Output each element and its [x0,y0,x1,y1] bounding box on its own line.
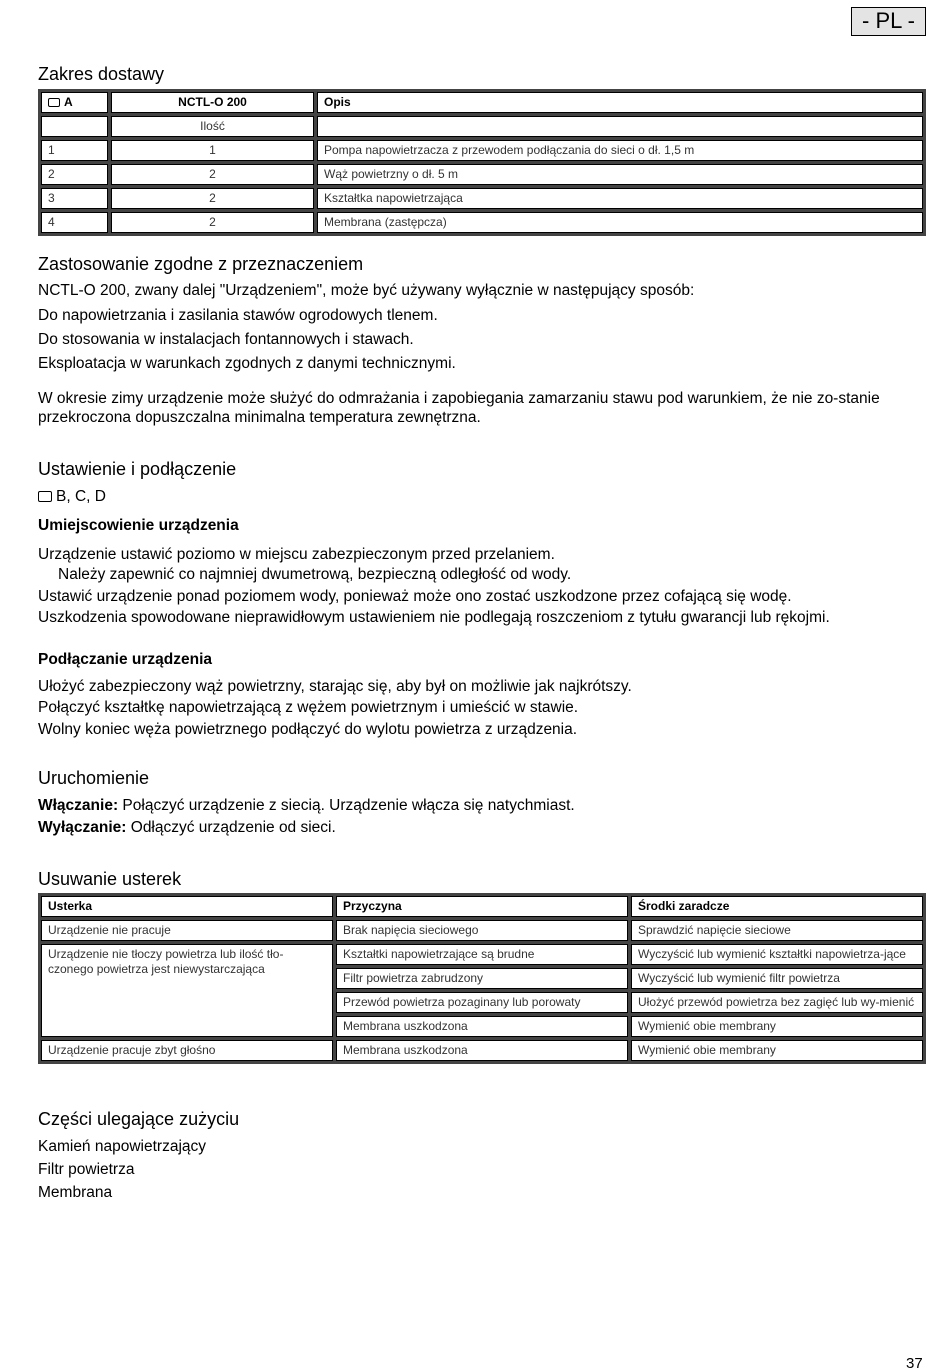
delivery-subhead-empty [317,116,923,137]
intended-use-line: Eksploatacja w warunkach zgodnych z danymi technicznymi. [38,355,456,372]
wear-parts-title: Części ulegające zużyciu [38,1109,240,1129]
winter-note: W okresie zimy urządzenie może służyć do odmrażania i zapobiegania zamarzaniu stawu pod warunkiem, że nie zo-stanie przekroczona dopuszczalna minimalna temperatura zewnętrzna. [38,390,880,426]
table-row [41,1040,923,1061]
page-number: 37 [906,1355,923,1372]
language-badge: - PL - [851,7,926,36]
delivery-head-pos: A [41,92,108,113]
placement-title: Umiejscowienie urządzenia [38,517,239,534]
startup-off-text: Odłączyć urządzenie od sieci. [126,819,336,836]
trouble-remedy: Wymienić obie membrany [631,1040,923,1061]
table-row [41,188,923,209]
trouble-cause: Membrana uszkodzona [336,1040,628,1061]
wear-part-item: Kamień napowietrzający [38,1138,207,1155]
wear-part-item: Filtr powietrza [38,1161,135,1178]
delivery-subhead-qty: Ilość [111,116,314,137]
startup-on [38,796,575,816]
trouble-remedy: Wyczyścić lub wymienić kształtki napowietrza-jące [631,944,923,965]
trouble-remedy: Wyczyścić lub wymienić filtr powietrza [631,968,923,989]
table-row [41,920,923,941]
trouble-fault: Urządzenie pracuje zbyt głośno [41,1040,333,1061]
placement-line: Uszkodzenia spowodowane nieprawidłowym ustawieniem nie podlegają roszczeniom z tytułu gwarancji lub rękojmi. [38,609,830,626]
delivery-desc: Pompa napowietrzacza z przewodem podłączania do sieci o dł. 1,5 m [317,140,923,161]
table-row [41,212,923,233]
trouble-cause: Brak napięcia sieciowego [336,920,628,941]
delivery-pos: 2 [41,164,108,185]
delivery-subhead-empty [41,116,108,137]
delivery-pos: 3 [41,188,108,209]
trouble-head-remedy: Środki zaradcze [631,896,923,917]
delivery-qty: 1 [111,140,314,161]
delivery-head-model: NCTL-O 200 [111,92,314,113]
intended-use-line: Do napowietrzania i zasilania stawów ogrodowych tlenem. [38,307,438,324]
delivery-desc: Wąż powietrzny o dł. 5 m [317,164,923,185]
figure-reference: B, C, D [38,487,106,507]
startup-on-text: Połączyć urządzenie z siecią. Urządzenie włącza się natychmiast. [118,797,575,814]
delivery-qty: 2 [111,188,314,209]
trouble-fault: Urządzenie nie tłoczy powietrza lub ilość tło-czonego powietrza jest niewystarczająca [41,944,333,1037]
troubleshooting-table [38,893,926,1064]
connection-title: Podłączanie urządzenia [38,651,212,668]
delivery-title: Zakres dostawy [38,64,165,84]
trouble-remedy: Ułożyć przewód powietrza bez zagięć lub wy-mienić [631,992,923,1013]
placement-line: Należy zapewnić co najmniej dwumetrową, bezpieczną odległość od wody. [58,566,572,583]
connection-line: Połączyć kształtkę napowietrzającą z wężem powietrznym i umieścić w stawie. [38,699,579,716]
trouble-head-fault: Usterka [41,896,333,917]
troubleshooting-title: Usuwanie usterek [38,869,182,889]
trouble-cause: Kształtki napowietrzające są brudne [336,944,628,965]
table-subheader-row [41,116,923,137]
trouble-cause: Przewód powietrza pozaginany lub porowaty [336,992,628,1013]
startup-off-label: Wyłączanie: [38,819,127,836]
intended-use-line: NCTL-O 200, zwany dalej "Urządzeniem", może być używany wyłącznie w następujący sposób: [38,282,695,299]
delivery-qty: 2 [111,164,314,185]
table-row [41,140,923,161]
placement-line: Urządzenie ustawić poziomo w miejscu zabezpieczonym przed przelaniem. [38,546,555,563]
delivery-head-desc: Opis [317,92,923,113]
delivery-desc: Membrana (zastępcza) [317,212,923,233]
book-icon [38,491,52,502]
delivery-pos: 1 [41,140,108,161]
delivery-qty: 2 [111,212,314,233]
startup-off [38,818,336,838]
setup-title: Ustawienie i podłączenie [38,459,237,479]
trouble-cause: Membrana uszkodzona [336,1016,628,1037]
wear-part-item: Membrana [38,1184,113,1201]
trouble-cause: Filtr powietrza zabrudzony [336,968,628,989]
connection-line: Wolny koniec węża powietrznego podłączyć do wylotu powietrza z urządzenia. [38,721,578,738]
startup-on-label: Włączanie: [38,797,119,814]
trouble-remedy: Sprawdzić napięcie sieciowe [631,920,923,941]
book-icon [48,98,60,107]
table-header-row [41,92,923,113]
delivery-desc: Kształtka napowietrzająca [317,188,923,209]
trouble-fault: Urządzenie nie pracuje [41,920,333,941]
connection-line: Ułożyć zabezpieczony wąż powietrzny, starając się, aby był on możliwie jak najkrótszy. [38,678,632,695]
placement-line: Ustawić urządzenie ponad poziomem wody, ponieważ może ono zostać uszkodzone przez cofającą się wodę. [38,588,792,605]
table-header-row [41,896,923,917]
trouble-remedy: Wymienić obie membrany [631,1016,923,1037]
intended-use-line: Do stosowania w instalacjach fontannowych i stawach. [38,331,414,348]
delivery-table [38,89,926,236]
startup-title: Uruchomienie [38,768,150,788]
trouble-head-cause: Przyczyna [336,896,628,917]
table-row [41,164,923,185]
table-row [41,944,923,965]
intended-use-title: Zastosowanie zgodne z przeznaczeniem [38,254,364,274]
delivery-pos: 4 [41,212,108,233]
